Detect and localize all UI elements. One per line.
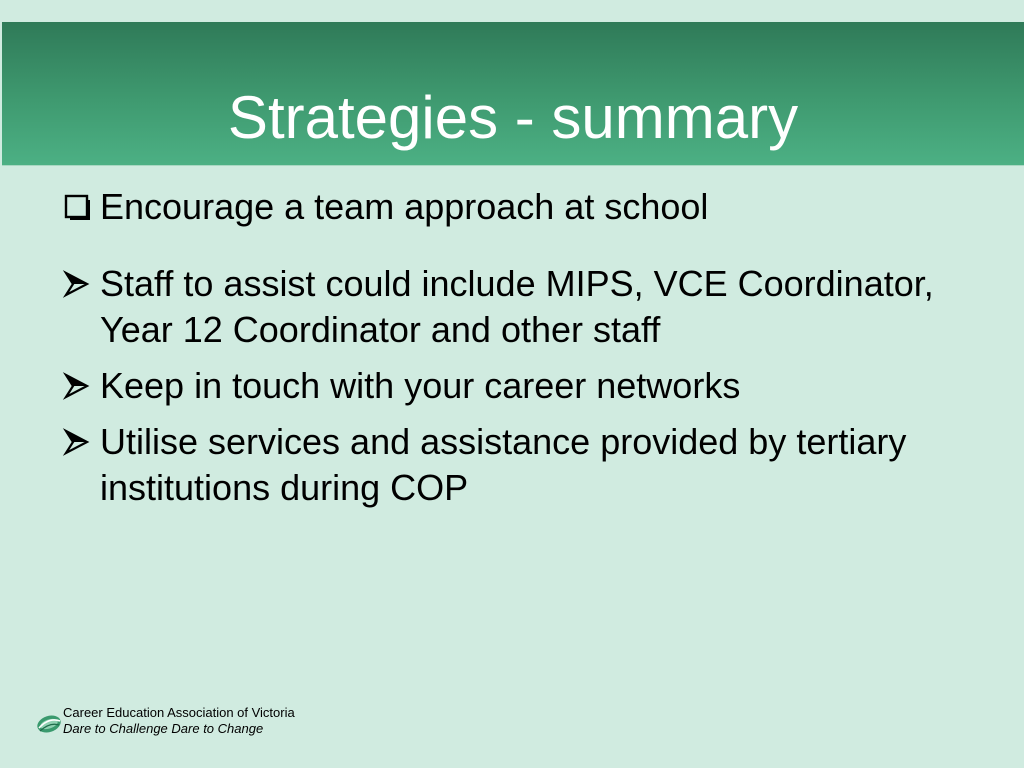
footer-organization: Career Education Association of Victoria	[63, 705, 295, 720]
sub-bullet-item	[62, 363, 982, 409]
sub-bullet-text: Staff to assist could include MIPS, VCE Coordinator, Year 12 Coordinator and other staff	[100, 263, 934, 350]
sub-bullet-text: Keep in touch with your career networks	[100, 365, 741, 406]
sub-bullet-item	[62, 261, 982, 353]
arrow-bullet-icon	[62, 261, 100, 307]
checkbox-square-icon	[62, 184, 100, 230]
title-bar	[2, 22, 1024, 165]
arrow-bullet-icon	[62, 363, 100, 409]
primary-bullet-text: Encourage a team approach at school	[100, 186, 709, 227]
footer-tagline: Dare to Challenge Dare to Change	[63, 721, 264, 736]
slide-content	[62, 184, 982, 521]
slide-title: Strategies - summary	[227, 84, 799, 151]
sub-bullet-item	[62, 419, 982, 511]
sub-bullet-text: Utilise services and assistance provided by tertiary institutions during COP	[100, 421, 907, 508]
primary-bullet-item	[62, 184, 982, 230]
footer	[36, 703, 356, 743]
arrow-bullet-icon	[62, 419, 100, 465]
swoosh-logo-icon	[36, 713, 62, 735]
